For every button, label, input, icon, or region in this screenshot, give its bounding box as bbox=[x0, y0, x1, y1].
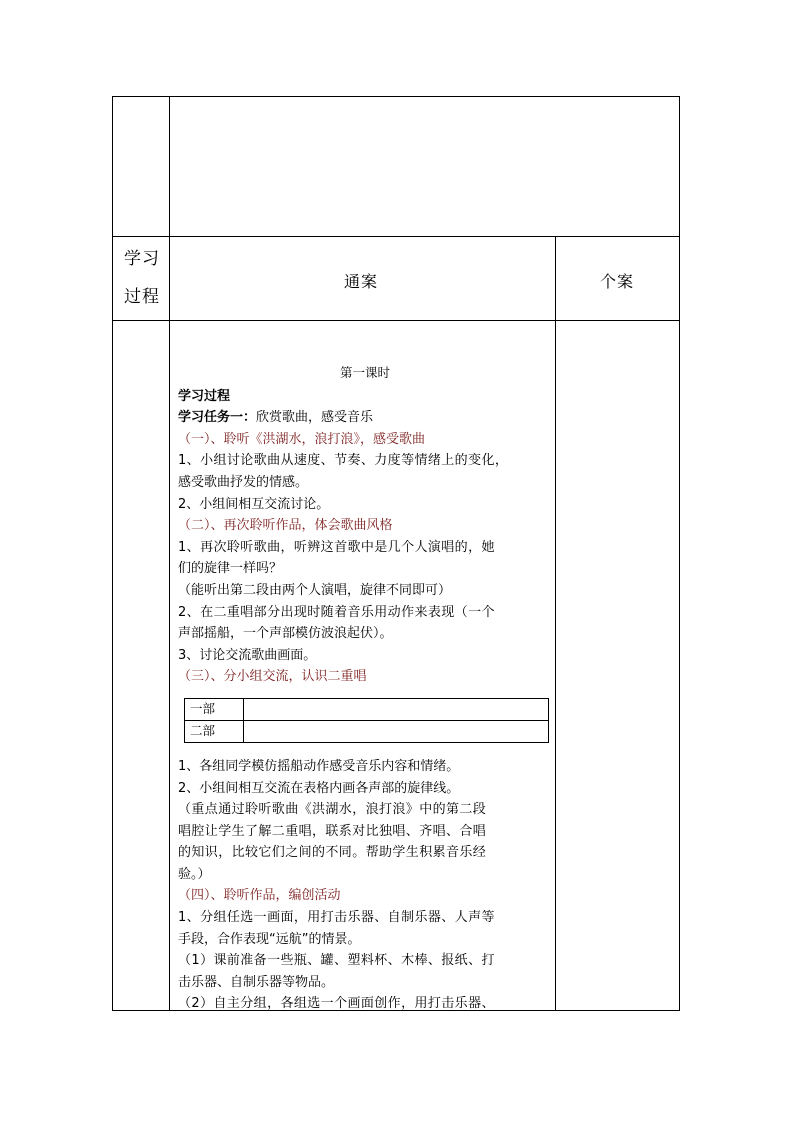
header-label-line: 学习 bbox=[124, 249, 160, 269]
table-row-divider bbox=[112, 320, 680, 321]
content-line: 感受歌曲抒发的情感。 bbox=[178, 474, 309, 490]
section-title: 学习过程 bbox=[178, 388, 231, 404]
table-border-left bbox=[112, 96, 113, 1011]
lesson-title: 第一课时 bbox=[339, 365, 390, 380]
voice-table-col-divider bbox=[243, 698, 244, 743]
task-label: 学习任务一： bbox=[178, 410, 257, 426]
content-line: 2、小组间相互交流讨论。 bbox=[178, 496, 330, 512]
content-line: 声部摇船，一个声部模仿波浪起伏）。 bbox=[178, 626, 393, 642]
content-line: （2）自主分组，各组选一个画面创作，用打击乐器、 bbox=[178, 996, 495, 1012]
content-line: 1、再次聆听歌曲，听辨这首歌中是几个人演唱的，她 bbox=[178, 539, 495, 555]
lesson-plan-table bbox=[112, 96, 680, 1011]
voice-table-row-divider bbox=[184, 720, 549, 721]
header-label-line: 过程 bbox=[124, 287, 160, 307]
content-line: 1、小组讨论歌曲从速度、节奏、力度等情绪上的变化， bbox=[178, 453, 509, 469]
header-common-plan: 通案 bbox=[344, 272, 379, 291]
part-heading: （三）、分小组交流，认识二重唱 bbox=[178, 669, 367, 685]
voice-part-one-label: 一部 bbox=[190, 700, 216, 716]
table-column-divider bbox=[555, 236, 556, 1011]
voice-part-table bbox=[184, 698, 548, 742]
table-border-right bbox=[679, 96, 680, 1011]
header-label-process bbox=[122, 240, 162, 316]
content-line: （重点通过聆听歌曲《洪湖水，浪打浪》中的第二段 bbox=[178, 802, 487, 818]
content-line: 1、各组同学模仿摇船动作感受音乐内容和情绪。 bbox=[178, 758, 460, 774]
content-line: 验。） bbox=[178, 866, 211, 882]
content-line: （1）课前准备一些瓶、罐、塑料杯、木棒、报纸、打 bbox=[178, 953, 495, 969]
table-row-divider bbox=[112, 236, 680, 237]
table-column-divider bbox=[169, 96, 170, 1011]
content-line: 2、在二重唱部分出现时随着音乐用动作来表现（一个 bbox=[178, 604, 495, 620]
part-heading: （一）、聆听《洪湖水，浪打浪》，感受歌曲 bbox=[178, 431, 426, 447]
content-line: （能听出第二段由两个人演唱，旋律不同即可） bbox=[178, 582, 452, 598]
content-line: 唱腔让学生了解二重唱，联系对比独唱、齐唱、合唱 bbox=[178, 823, 487, 839]
part-heading: （二）、再次聆听作品，体会歌曲风格 bbox=[178, 518, 393, 534]
content-line: 们的旋律一样吗？ bbox=[178, 561, 283, 577]
content-line: 3、讨论交流歌曲画面。 bbox=[178, 647, 317, 663]
content-line: 的知识，比较它们之间的不同。帮助学生积累音乐经 bbox=[178, 845, 487, 861]
content-line: 1、分组任选一画面，用打击乐器、自制乐器、人声等 bbox=[178, 910, 495, 926]
header-individual-plan: 个案 bbox=[600, 272, 635, 291]
voice-part-two-label: 二部 bbox=[190, 722, 216, 738]
content-line: 2、小组间相互交流在表格内画各声部的旋律线。 bbox=[178, 780, 460, 796]
task-heading bbox=[178, 407, 552, 429]
task-text: 欣赏歌曲，感受音乐 bbox=[256, 410, 374, 426]
content-line: 击乐器、自制乐器等物品。 bbox=[178, 974, 335, 990]
content-line: 手段，合作表现“远航”的情景。 bbox=[178, 931, 361, 947]
table-border-top bbox=[112, 96, 680, 97]
lesson-content bbox=[178, 362, 552, 1015]
part-heading: （四）、聆听作品，编创活动 bbox=[178, 888, 341, 904]
